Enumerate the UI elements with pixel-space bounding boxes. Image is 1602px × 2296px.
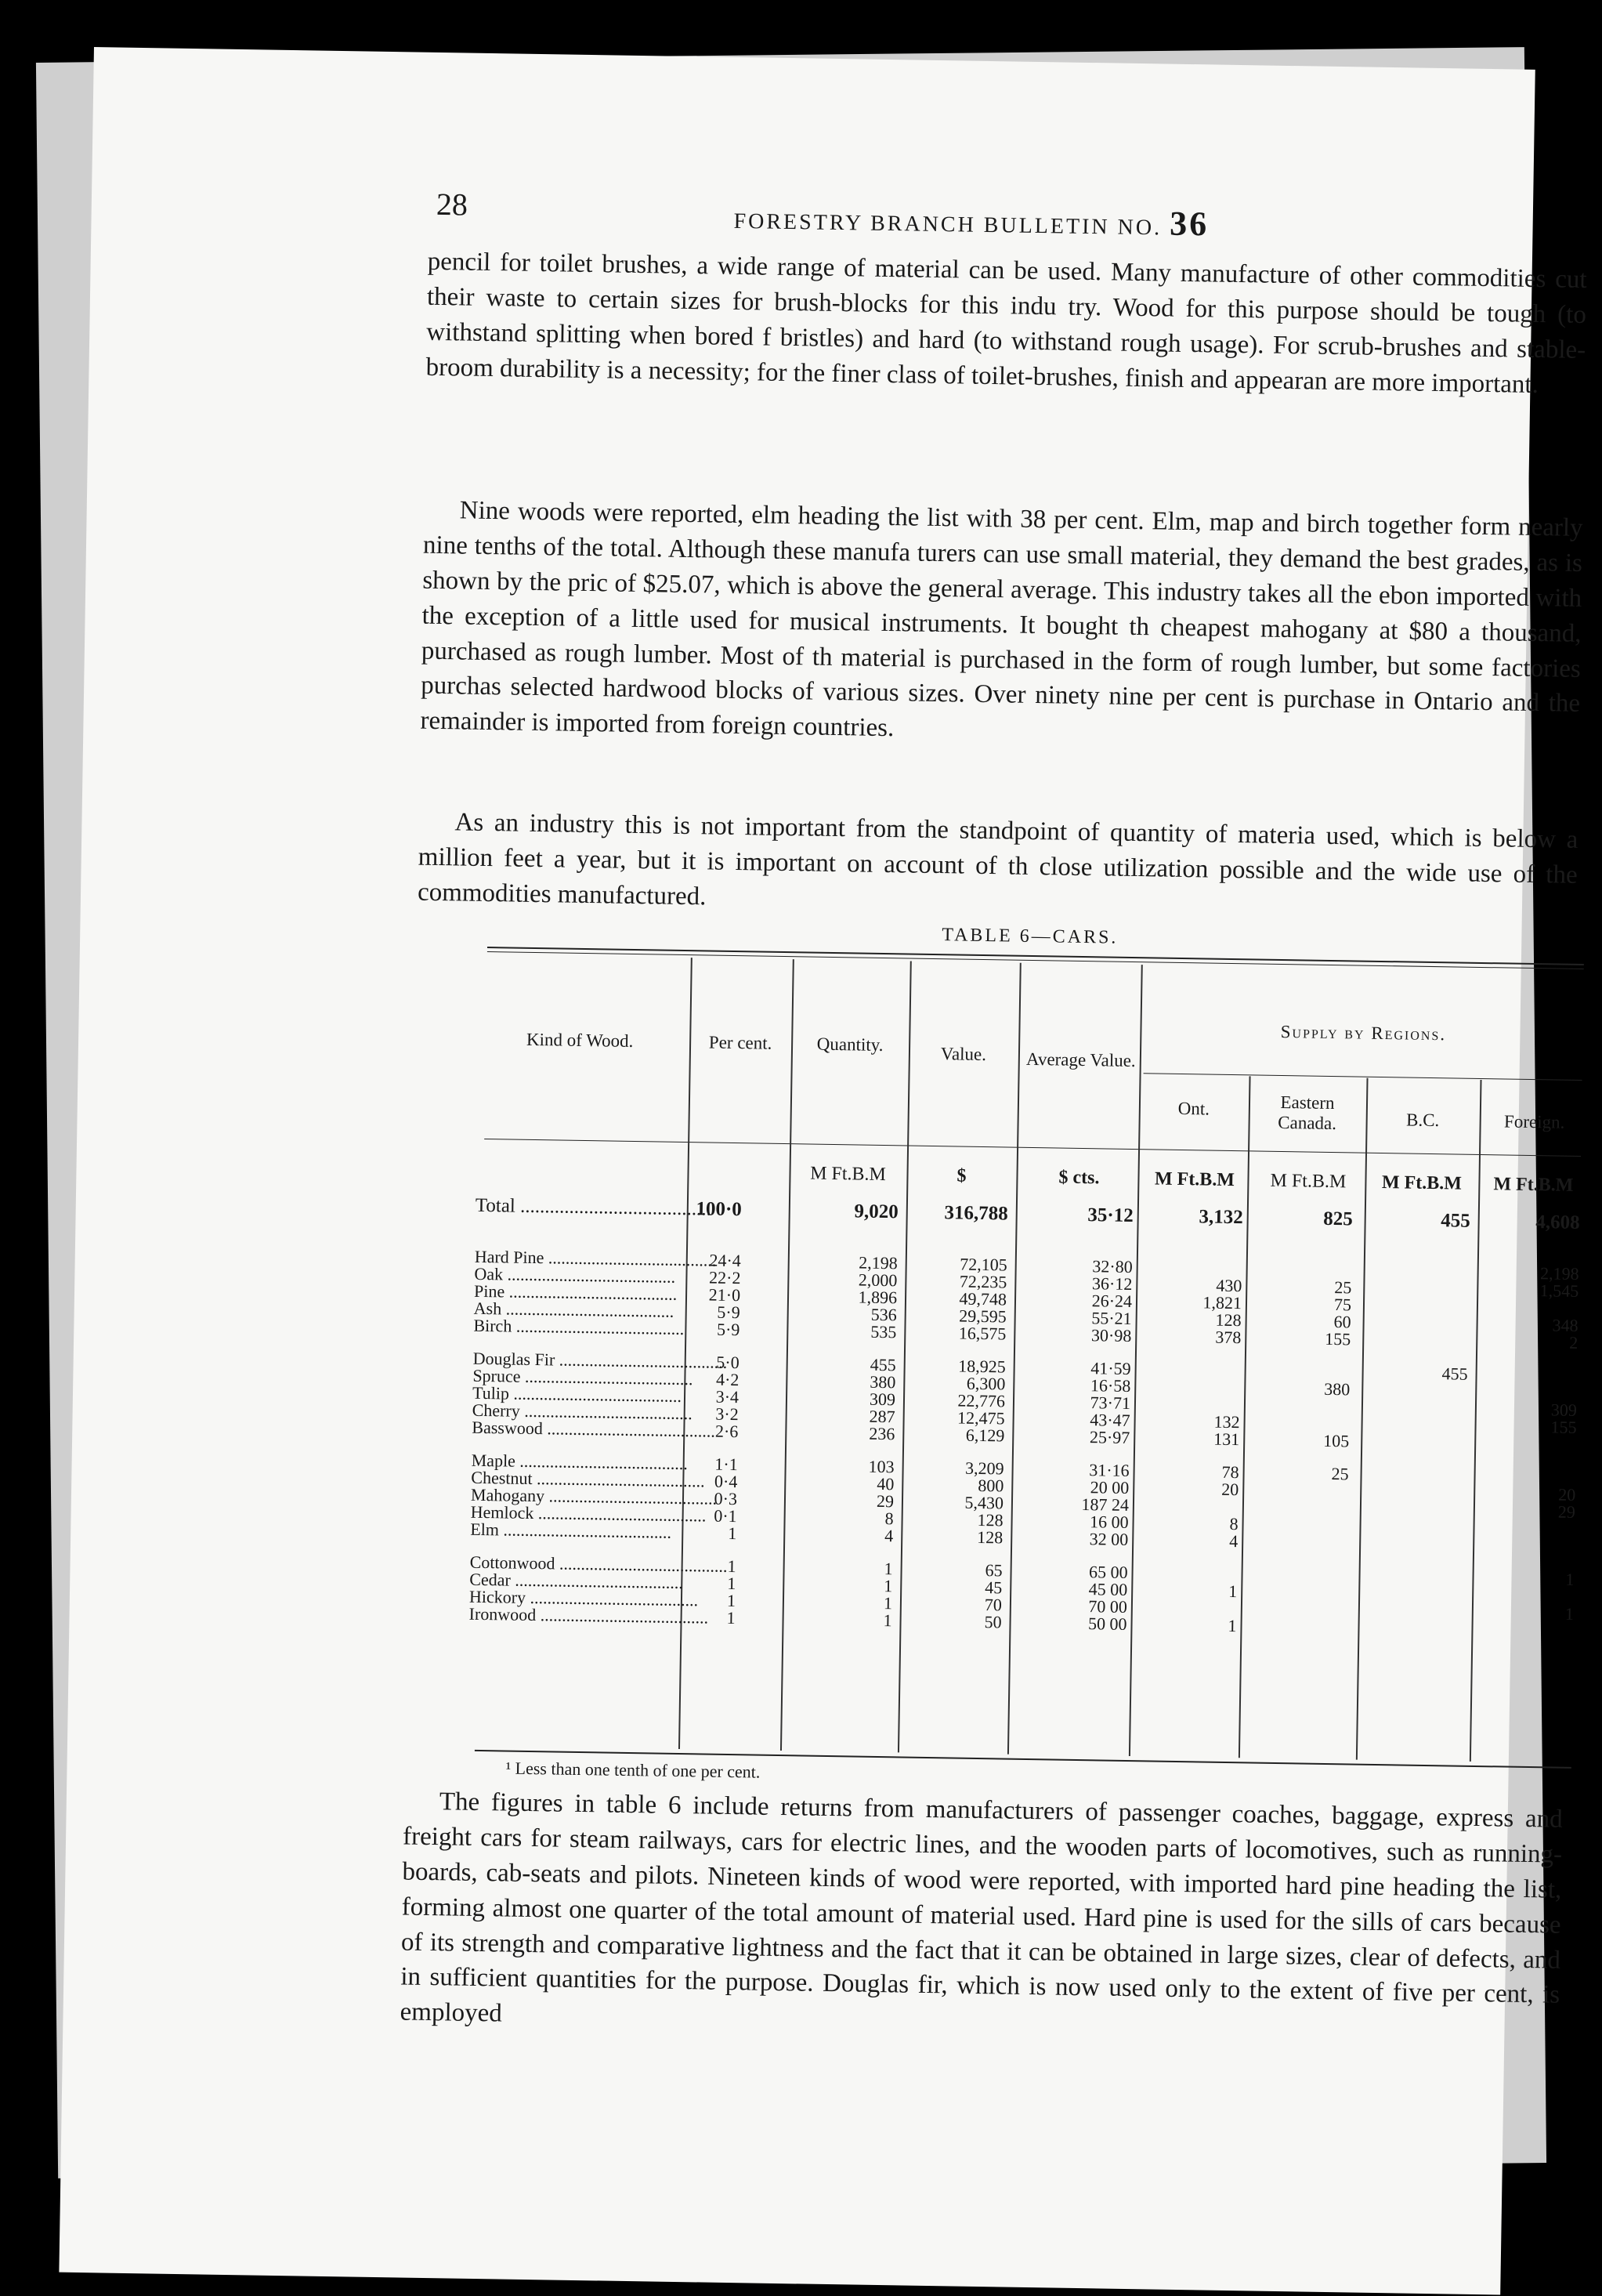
cell-per-cent: 21·0	[708, 1284, 741, 1306]
row-kind: Oak .....	[474, 1266, 678, 1286]
table-row-total	[76, 1191, 1580, 1233]
cell-value: 12,475	[956, 1407, 1005, 1429]
header-per-cent: Per cent.	[708, 1032, 772, 1053]
cell-eastern	[1250, 1260, 1352, 1262]
header-average-value: Average Value.	[1025, 1048, 1136, 1071]
cell-ont: 128	[1215, 1309, 1242, 1331]
header-foreign: Foreign.	[1503, 1111, 1565, 1132]
cell-bc: 455	[1441, 1363, 1468, 1384]
cell-quantity: 536	[870, 1304, 897, 1325]
cell-foreign: 29	[1557, 1501, 1576, 1522]
cell-average-value: 16·58	[1090, 1375, 1131, 1396]
header-bc: B.C.	[1405, 1110, 1440, 1131]
cell-ont: 3,132	[1199, 1206, 1243, 1229]
cell-value: 22,776	[957, 1390, 1006, 1411]
cell-quantity: 40	[877, 1473, 895, 1494]
cell-foreign: 2,198	[1539, 1263, 1579, 1284]
row-kind: Hard Pine .....	[475, 1248, 678, 1269]
cell-quantity: 1	[884, 1559, 893, 1579]
cell-quantity: 1,896	[858, 1287, 898, 1308]
cell-per-cent: 4·2	[715, 1369, 740, 1390]
bulletin-number: 36	[1169, 204, 1210, 244]
row-kind: Chestnut .....	[471, 1469, 674, 1490]
running-title: FORESTRY BRANCH BULLETIN NO. 36	[733, 204, 1210, 244]
cell-per-cent: 1	[727, 1555, 736, 1577]
cell-value: 16,575	[958, 1323, 1007, 1344]
cell-average-value: 32 00	[1089, 1529, 1129, 1549]
cell-quantity: 4	[884, 1526, 894, 1546]
table-title: TABLE 6—CARS.	[942, 925, 1119, 948]
cell-average-value: 31·16	[1089, 1460, 1130, 1480]
cell-ont: 4	[1229, 1531, 1239, 1552]
cell-value: 800	[978, 1475, 1004, 1496]
row-kind: Hemlock .....	[471, 1504, 674, 1524]
unit-quantity: M Ft.B.M	[809, 1163, 887, 1186]
row-kind: Pine .....	[474, 1283, 678, 1303]
row-kind: Basswood .....	[472, 1419, 675, 1440]
cell-foreign: 348	[1552, 1315, 1578, 1335]
cell-foreign: 309	[1550, 1400, 1578, 1420]
cell-ont	[1139, 1360, 1241, 1362]
cell-quantity: 8	[884, 1508, 894, 1529]
cell-ont: 78	[1221, 1461, 1239, 1483]
unit-value: $	[956, 1165, 967, 1186]
cell-average-value: 73·71	[1090, 1392, 1131, 1413]
cell-eastern: 75	[1333, 1295, 1352, 1315]
row-kind: Mahogany .....	[471, 1487, 674, 1507]
cell-quantity: 2,198	[859, 1252, 898, 1273]
cell-foreign: 1,545	[1539, 1280, 1579, 1301]
row-kind: Ironwood .....	[468, 1606, 672, 1626]
cell-quantity: 236	[869, 1423, 895, 1444]
cell-ont	[1136, 1564, 1238, 1566]
cell-foreign: 2	[1569, 1332, 1578, 1353]
cell-ont: 378	[1215, 1327, 1242, 1348]
cell-eastern: 155	[1325, 1328, 1351, 1349]
paragraph-cars-figures: The figures in table 6 include returns from manufacturers of passenger coaches, baggage, express and freight cars for steam railways, cars for electric lines, and the wooden parts of locomotives, such as running-boards, cab-seats and pilots. Nineteen kinds of wood were reported, with imported hard pine heading the list, forming almost one quarter of the total amount of material used. Hard pine is used for the sills of cars because of its strength and comparative lightness and the fact that it can be obtained in large sizes, clear of defects, and in sufficient quantities for the purpose. Douglas fir, which is now used only to the extent of five per cent, is employed	[400, 1787, 1563, 2028]
cell-bc	[1368, 1262, 1470, 1264]
cell-ont: 1,821	[1202, 1292, 1242, 1313]
cell-bc: 455	[1440, 1210, 1470, 1232]
cell-average-value: 26·24	[1091, 1291, 1133, 1312]
row-kind: Elm .....	[470, 1521, 674, 1541]
unit-eastern: M Ft.B.M	[1270, 1170, 1347, 1193]
cell-average-value: 187 24	[1081, 1494, 1130, 1515]
cell-per-cent: 1	[728, 1523, 737, 1544]
cell-quantity: 1	[884, 1576, 893, 1596]
cell-quantity: 1	[883, 1593, 893, 1613]
cell-eastern: 25	[1331, 1464, 1349, 1484]
paragraph-brushes: pencil for toilet brushes, a wide range of material can be used. Many manufacture of other commodities cut their waste to certain sizes for brush-blocks for this indu try. Wood for this purpose should be tough (to withstand splitting when bored f bristles) and hard (to withstand rough usage). For scrub-brushes and stable-broom durability is a necessity; for the finer class of toilet-brushes, finish and appearan are more important.	[425, 247, 1587, 399]
cell-average-value: 32·80	[1092, 1256, 1133, 1277]
cell-per-cent: 0·4	[714, 1471, 738, 1492]
cell-value: 49,748	[959, 1288, 1007, 1309]
cell-bc	[1363, 1568, 1465, 1570]
cell-foreign: 20	[1558, 1484, 1576, 1505]
cell-quantity: 380	[870, 1371, 896, 1392]
cell-value: 5,430	[964, 1492, 1004, 1513]
cell-value: 29,595	[959, 1306, 1007, 1327]
cell-average-value: 16 00	[1089, 1512, 1129, 1532]
cell-foreign: 1	[1564, 1603, 1575, 1624]
header-quantity: Quantity.	[816, 1034, 884, 1055]
cell-value: 6,300	[966, 1373, 1006, 1394]
cell-per-cent: 1	[726, 1607, 736, 1628]
cell-eastern: 825	[1322, 1208, 1353, 1230]
document-page	[59, 47, 1587, 2295]
cell-per-cent: 100·0	[696, 1198, 743, 1221]
row-kind: Tulip .....	[472, 1385, 676, 1405]
cell-ont: 1	[1228, 1615, 1237, 1636]
cell-per-cent: 1	[726, 1590, 736, 1611]
page-header	[436, 186, 1533, 250]
row-kind: Douglas Fir .....	[473, 1350, 677, 1371]
cell-average-value: 55·21	[1091, 1308, 1132, 1329]
cell-eastern: 25	[1334, 1277, 1352, 1298]
cell-eastern	[1246, 1566, 1347, 1567]
cell-per-cent: 1	[727, 1573, 736, 1594]
cell-per-cent: 0·3	[714, 1488, 738, 1509]
header-ont: Ont.	[1177, 1098, 1210, 1119]
cell-average-value: 45 00	[1088, 1579, 1128, 1599]
cell-average-value: 50 00	[1087, 1613, 1127, 1634]
cell-average-value: 65 00	[1088, 1562, 1128, 1582]
cell-per-cent: 24·4	[709, 1250, 741, 1271]
header-eastern-canada: Eastern Canada.	[1278, 1092, 1337, 1134]
row-kind: Hickory .....	[469, 1588, 673, 1609]
row-kind: Birch .....	[473, 1317, 677, 1338]
row-kind: Ash .....	[474, 1300, 678, 1320]
cell-average-value: 25·97	[1089, 1427, 1130, 1447]
table-footnote: ¹ Less than one tenth of one per cent.	[505, 1758, 761, 1782]
cell-average-value: 20 00	[1090, 1477, 1130, 1497]
cell-eastern: 380	[1324, 1378, 1351, 1400]
cell-value: 65	[985, 1560, 1003, 1581]
row-kind: Cedar .....	[469, 1571, 673, 1592]
cell-quantity: 103	[868, 1456, 895, 1477]
cell-value: 6,129	[965, 1425, 1005, 1446]
page-number: 28	[436, 186, 468, 223]
unit-average-value: $ cts.	[1058, 1167, 1100, 1189]
cell-value: 50	[984, 1612, 1002, 1632]
cell-quantity: 535	[870, 1321, 897, 1342]
cell-ont: 8	[1229, 1514, 1239, 1534]
cell-average-value: 35·12	[1087, 1204, 1134, 1227]
row-kind: Spruce .....	[472, 1367, 676, 1388]
cell-per-cent: 5·9	[716, 1319, 740, 1340]
header-bottom-rule	[484, 1139, 1581, 1157]
cell-quantity: 309	[869, 1389, 896, 1410]
cell-quantity: 455	[870, 1354, 896, 1375]
cell-value: 316,788	[944, 1202, 1008, 1225]
unit-bc: M Ft.B.M	[1381, 1172, 1463, 1194]
table-top-rule-thin	[487, 951, 1584, 969]
table-top-rule	[487, 947, 1584, 965]
unit-foreign: M Ft.B.M	[1493, 1174, 1574, 1196]
cell-value: 128	[977, 1526, 1004, 1548]
unit-ont: M Ft.B.M	[1154, 1168, 1235, 1191]
cell-value: 45	[985, 1577, 1003, 1598]
cell-average-value: 70 00	[1088, 1596, 1128, 1617]
cell-quantity: 1	[883, 1610, 892, 1631]
cell-eastern: 60	[1333, 1312, 1351, 1332]
cell-value: 72,235	[959, 1271, 1007, 1292]
cell-per-cent: 3·4	[715, 1386, 740, 1407]
cell-value: 128	[977, 1509, 1004, 1530]
cell-value: 72,105	[960, 1254, 1007, 1275]
row-kind: Maple .....	[472, 1452, 675, 1472]
cell-per-cent: 5·0	[716, 1352, 740, 1373]
cell-value: 18,925	[958, 1356, 1006, 1377]
cell-per-cent: 0·1	[714, 1505, 737, 1526]
row-kind: Cottonwood .....	[470, 1554, 674, 1574]
cell-ont: 1	[1228, 1581, 1238, 1602]
cell-per-cent: 2·6	[714, 1421, 739, 1442]
cell-eastern: 105	[1323, 1430, 1350, 1451]
cell-foreign: 155	[1550, 1417, 1577, 1437]
cell-quantity: 2,000	[858, 1269, 898, 1291]
cell-foreign: 1	[1565, 1569, 1575, 1589]
cell-ont: 20	[1221, 1479, 1239, 1500]
header-value: Value.	[940, 1044, 987, 1065]
cell-bc	[1365, 1466, 1466, 1468]
header-kind-of-wood: Kind of Wood.	[526, 1029, 634, 1051]
cell-per-cent: 22·2	[708, 1267, 741, 1288]
cell-value: 3,209	[964, 1458, 1004, 1479]
cell-quantity: 287	[869, 1406, 895, 1427]
cell-average-value: 41·59	[1090, 1358, 1131, 1378]
header-supply-by-regions: Supply by Regions.	[1280, 1021, 1447, 1045]
cell-average-value: 30·98	[1090, 1325, 1132, 1346]
supply-header-rule	[1144, 1073, 1582, 1081]
paragraph-industry-importance: As an industry this is not important from the standpoint of quantity of materia used, which is below a million feet a year, but it is important on account of th close utilization possible and the wide use of the commodities manufactured.	[417, 808, 1578, 911]
cell-ont: 132	[1213, 1411, 1240, 1432]
cell-ont: 131	[1213, 1429, 1240, 1450]
cell-per-cent: 1·1	[714, 1454, 738, 1475]
cell-quantity: 9,020	[854, 1201, 899, 1223]
cell-per-cent: 3·2	[715, 1403, 739, 1425]
cell-ont	[1141, 1258, 1242, 1260]
cell-ont: 430	[1216, 1275, 1242, 1296]
cell-eastern	[1249, 1362, 1351, 1363]
cell-foreign: 4,608	[1535, 1211, 1580, 1233]
cell-value: 70	[984, 1595, 1003, 1615]
cell-quantity: 29	[876, 1490, 895, 1512]
cell-per-cent: 5·9	[717, 1302, 740, 1323]
paragraph-woods-reported: Nine woods were reported, elm heading the list with 38 per cent. Elm, map and birch together form nearly nine tenths of the total. Although these manufa turers can use small material, they demand the best grades, as is shown by the pric of $25.07, which is above the general average. This industry takes all the ebon imported with the exception of a little used for musical instruments. It bought th cheapest mahogany at $80 a thousand, purchased as rough lumber. Most of th material is purchased in the form of rough lumber, but some factories purchas selected hardwood blocks of various sizes. Over ninety nine per cent is purchase in Ontario and the remainder is imported from foreign countries.	[420, 496, 1583, 743]
row-kind: Total .....	[476, 1197, 679, 1218]
cell-average-value: 43·47	[1090, 1410, 1130, 1430]
row-kind: Cherry .....	[472, 1402, 676, 1422]
cell-average-value: 36·12	[1091, 1273, 1133, 1295]
